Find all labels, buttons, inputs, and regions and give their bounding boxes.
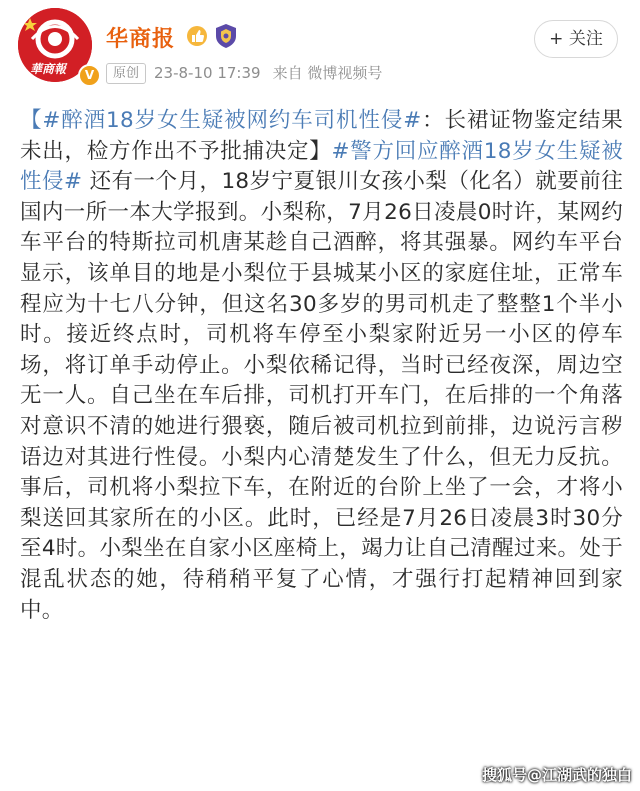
thumbs-up-badge-icon [186, 25, 208, 47]
author-name[interactable]: 华商报 [106, 27, 176, 52]
follow-button[interactable]: + 关注 [534, 20, 618, 58]
original-tag: 原创 [106, 63, 146, 84]
post-header [0, 0, 640, 100]
hashtag-link[interactable]: #警方回应醉酒18岁女生疑被性侵# [20, 138, 623, 195]
post-text: ：长裙证物鉴定结果未出，检方作出不予批捕决定】 [20, 108, 623, 164]
post-meta [106, 62, 382, 84]
post-content [20, 106, 623, 626]
watermark: 搜狐号@江湖武的独白 [481, 766, 632, 784]
post-body: 还有一个月，18岁宁夏银川女孩小梨（化名）就要前往国内一所一本大学报到。小梨称，7月26日凌晨0时许，某网约车平台的特斯拉司机唐某趁自己酒醉，将其强暴。网约车平台显示，该单目的地是小梨位于县城某小区的家庭住址，正常车程应为十七八分钟，但这名30多岁的男司机走了整整1个半小时。接近终点时，司机将车停至小梨家附近另一小区的停车场，将订单手动停止。小梨依稀记得，当时已经夜深，周边空无一人。自己坐在车后排，司机打开车门，在后排的一个角落对意识不清的她进行猥亵，随后被司机拉到前排，边说污言秽语边对其进行性侵。小梨内心清楚发生了什么，但无力反抗。事后，司机将小梨拉下车，在附近的台阶上坐了一会，才将小梨送回其家所在的小区。此时，已经是7月26日凌晨3时30分至4时。小梨坐在自家小区座椅上，竭力让自己清醒过来。处于混乱状态的她，待稍稍平复了心情，才强行打起精神回到家中。 [20, 169, 624, 623]
verified-badge-icon: V [78, 64, 101, 87]
hashtag-link[interactable]: 【#醉酒18岁女生疑被网约车司机性侵# [20, 108, 422, 133]
post-source[interactable]: 来自 微博视频号 [272, 64, 383, 82]
police-shield-badge-icon [214, 23, 238, 49]
post-time: 23-8-10 17:39 [154, 64, 261, 82]
avatar-text: 華商報 [30, 62, 67, 76]
